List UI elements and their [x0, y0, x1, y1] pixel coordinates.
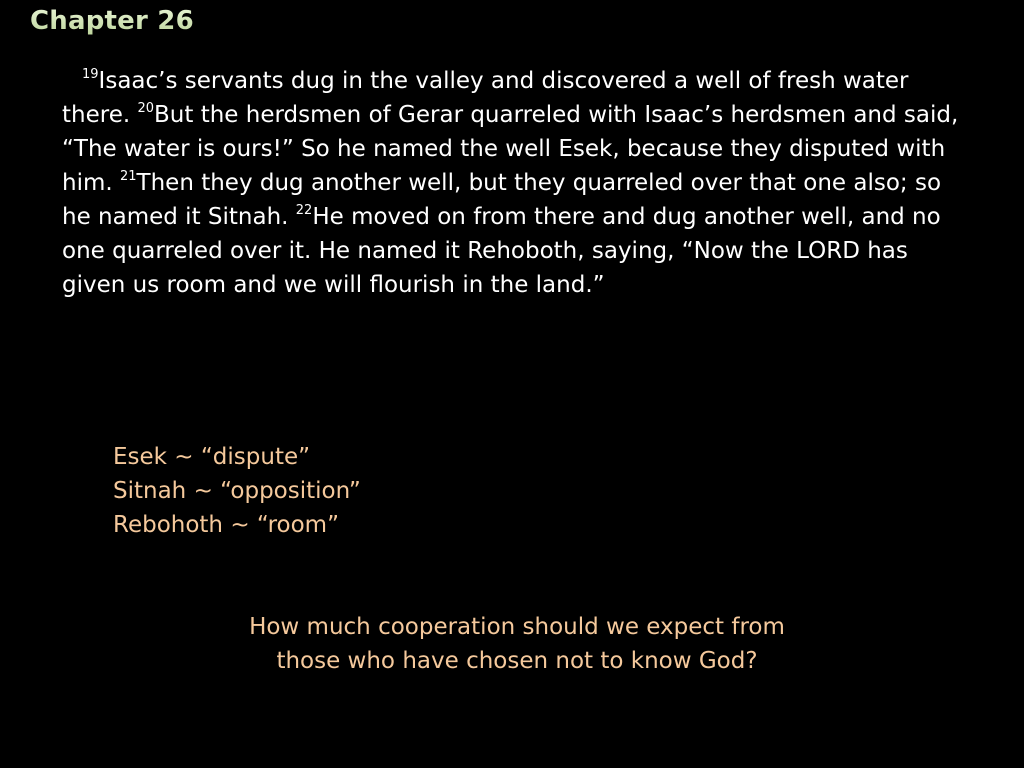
name-meaning-esek: Esek ~ “dispute” — [113, 444, 311, 470]
verse-text: But the herdsmen of Gerar quarreled with Isaac’s herdsmen and said, “The water is ours!” So he named the well Esek, because they disputed with him. — [62, 102, 959, 196]
slide-title: Chapter 26 — [30, 6, 194, 36]
scripture-passage — [62, 64, 972, 302]
verse-number: 20 — [137, 101, 155, 116]
verse-text: Isaac’s servants dug in the valley and discovered a well of fresh water there. — [62, 68, 909, 128]
verse-text: He moved on from there and dug another well, and no one quarreled over it. He named it Rehoboth, saying, “Now the LORD has given us room and we will flourish in the land.” — [62, 204, 941, 298]
verse-text: Then they dug another well, but they quarreled over that one also; so he named it Sitnah. — [62, 170, 942, 230]
name-meaning-rehoboth: Rebohoth ~ “room” — [113, 512, 339, 538]
question-line-2: those who have chosen not to know God? — [276, 648, 758, 674]
verse-number: 19 — [82, 67, 99, 82]
reflection-question — [112, 610, 922, 678]
question-line-1: How much cooperation should we expect from — [249, 614, 785, 640]
verse-number: 22 — [295, 203, 313, 218]
name-meanings-list — [113, 440, 361, 542]
name-meaning-sitnah: Sitnah ~ “opposition” — [113, 478, 361, 504]
verse-number: 21 — [120, 169, 137, 184]
